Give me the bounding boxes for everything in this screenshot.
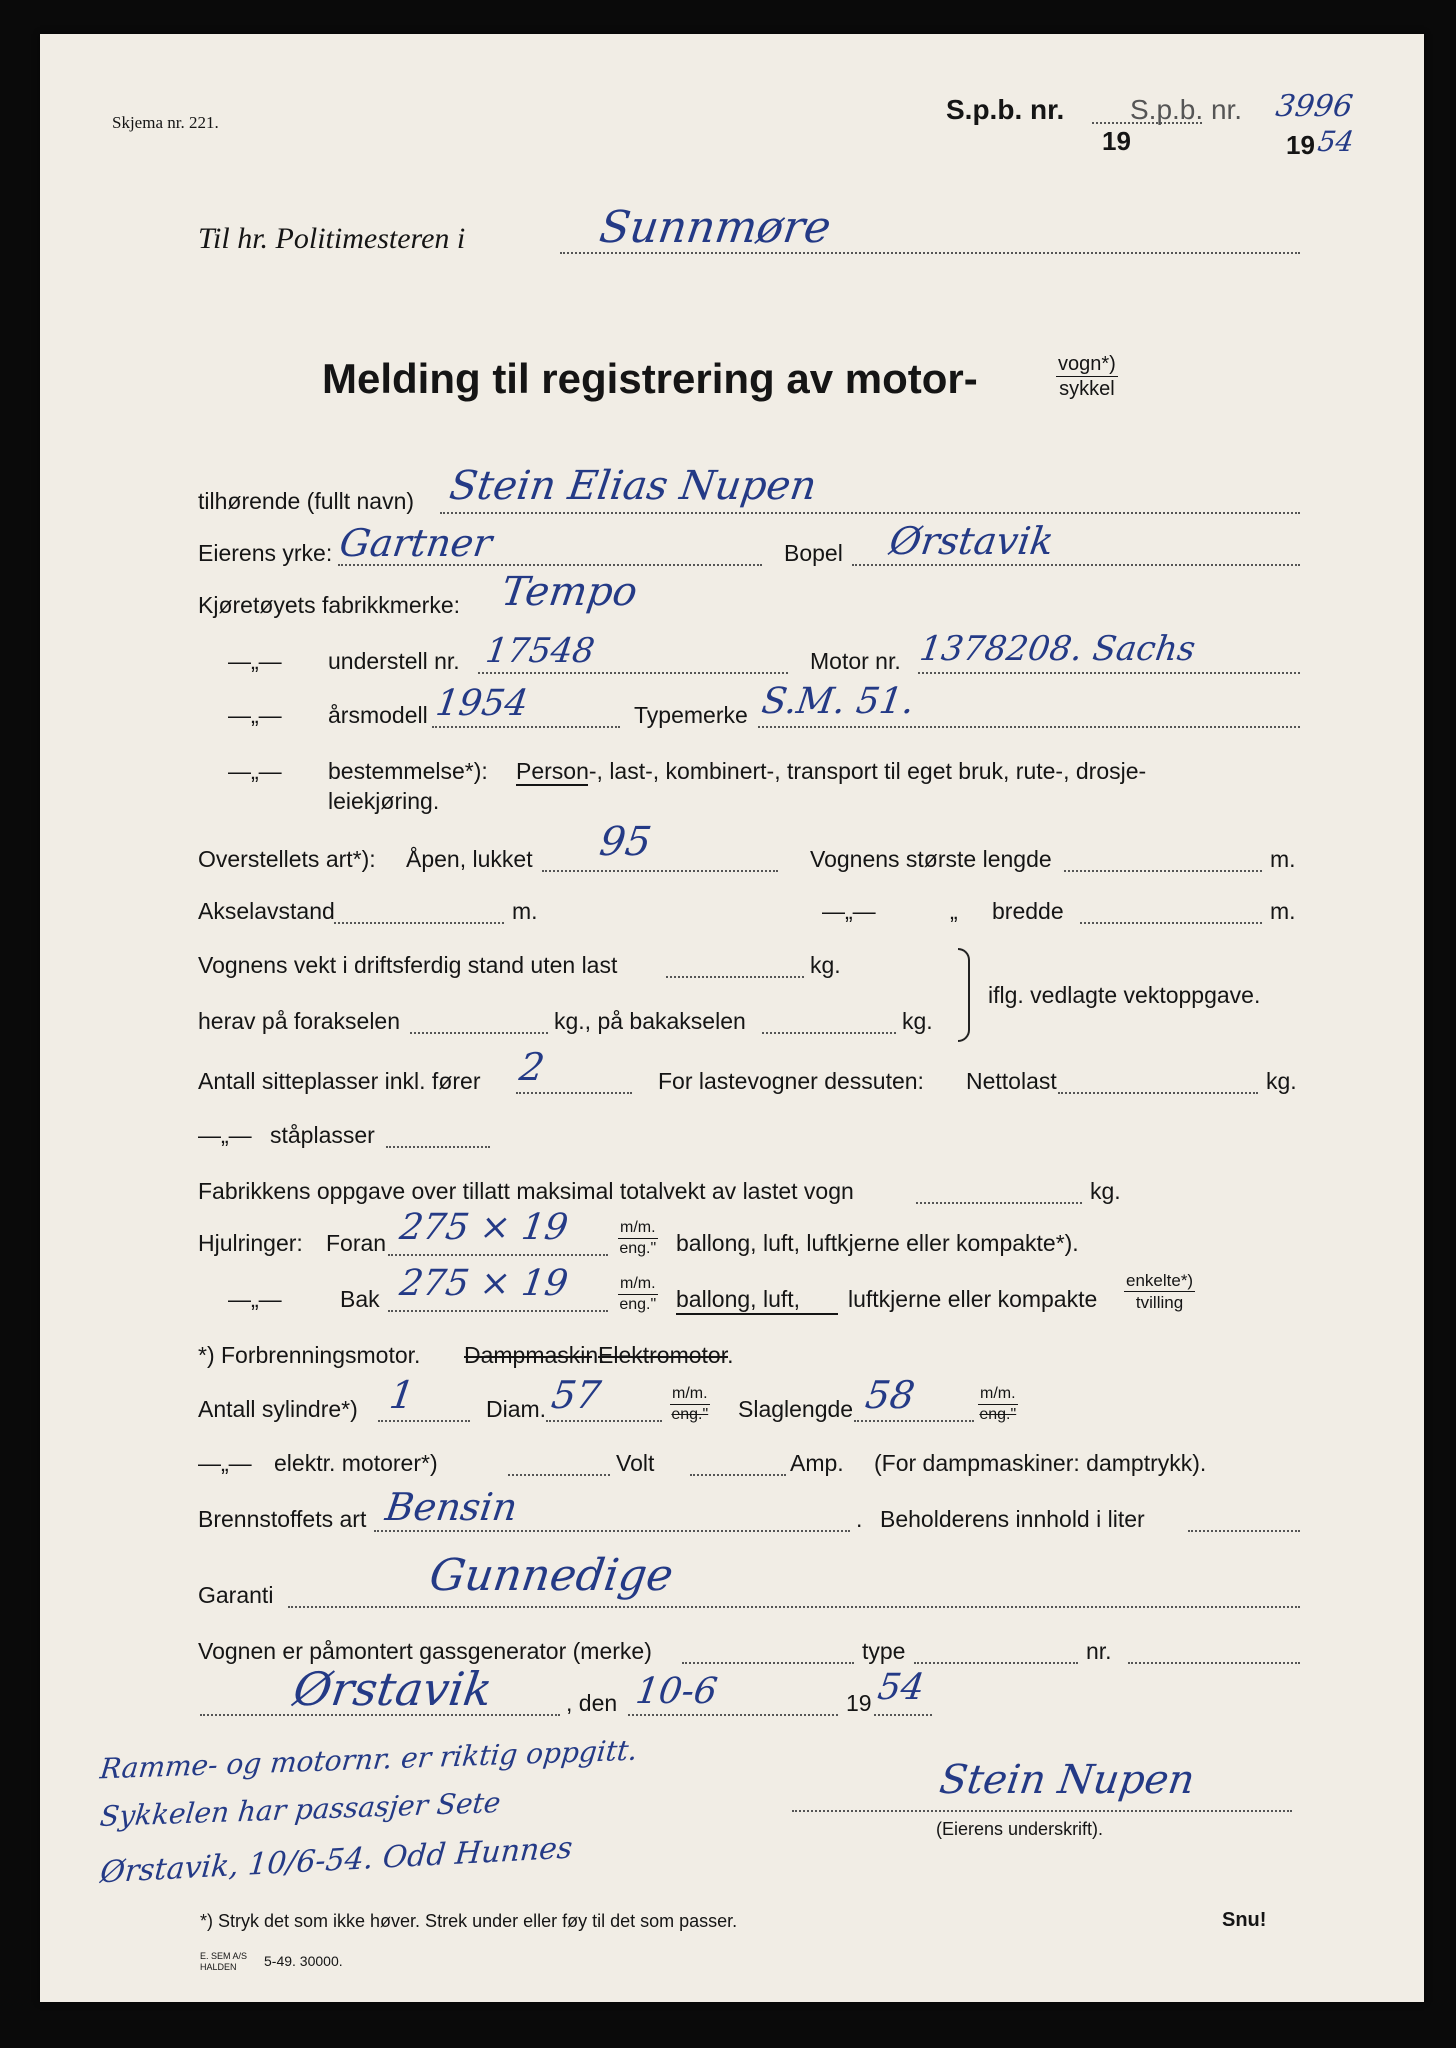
tyres-front-value: 275 × 19 [397, 1207, 571, 1248]
tyres-front-unit [618, 1220, 658, 1257]
spb-number: 3996 [1273, 89, 1355, 124]
stroke-label: Slaglengde [738, 1396, 854, 1422]
diameter-unit-top: m/m. [670, 1386, 710, 1405]
print-run: 5-49. 30000. [264, 1953, 343, 1969]
standing-label: ståplasser [270, 1122, 375, 1148]
fuel-line [374, 1530, 850, 1532]
tyres-front-options: ballong, luft, luftkjerne eller kompakte*). [676, 1230, 1079, 1256]
person-underline [516, 784, 588, 786]
ditto-chassis: —„— [228, 648, 282, 674]
owner-signature: Stein Nupen [936, 1757, 1198, 1803]
motor-label: Motor nr. [810, 648, 901, 674]
residence-line [852, 564, 1300, 566]
stroke-line [854, 1420, 974, 1422]
type-value: S.M. 51. [759, 681, 917, 722]
body-art-options: Åpen, lukket [406, 846, 533, 872]
max-weight-label: Fabrikkens oppgave over tillatt maksimal totalvekt av lastet vogn [198, 1178, 854, 1204]
fuel-value: Bensin [382, 1485, 521, 1529]
tyres-rear-unit-bottom: eng." [619, 1296, 657, 1313]
occupation-value: Gartner [336, 521, 495, 565]
cylinders-line [378, 1420, 470, 1422]
rear-axle-label: kg., på bakakselen [554, 1008, 746, 1034]
wheelbase-unit: m. [512, 898, 538, 924]
printer-name: E. SEM A/S [200, 1951, 248, 1961]
spb-stamp: S.p.b. nr. [1130, 94, 1243, 125]
gas-nr-label: nr. [1086, 1638, 1112, 1664]
place-value: Ørstavik [290, 1662, 496, 1716]
tyres-rear-frac-top: enkelte*) [1126, 1271, 1194, 1290]
steam-strike [464, 1356, 592, 1358]
electric-motors-line [508, 1474, 610, 1476]
engine-type-prefix: *) Forbrenningsmotor. [198, 1342, 421, 1368]
electric-motors-label: elektr. motorer*) [274, 1450, 438, 1476]
year-label: årsmodell [328, 702, 428, 728]
seats-line [516, 1092, 632, 1094]
amp-label: Amp. [790, 1450, 844, 1476]
type-line [758, 726, 1300, 728]
cylinders-label: Antall sylindre*) [198, 1396, 358, 1422]
form-title: Melding til registrering av motor- [322, 355, 978, 402]
chassis-value: 17548 [483, 631, 597, 671]
gas-nr-line [1128, 1662, 1300, 1664]
rear-axle-line [762, 1032, 896, 1034]
guarantee-label: Garanti [198, 1582, 274, 1608]
purpose-options: Person-, last-, kombinert-, transport til eget bruk, rute-, drosje- [516, 758, 1147, 784]
cylinders-value: 1 [386, 1373, 418, 1417]
spb-year-suffix: 54 [1315, 125, 1357, 158]
fuel-period: . [856, 1506, 863, 1532]
standing-line [386, 1146, 490, 1148]
ditto-year: —„— [228, 702, 282, 728]
length-label: Vognens største lengde [810, 846, 1052, 872]
addressee-value: Sunnmøre [596, 202, 835, 253]
tyres-front-unit-top: m/m. [618, 1220, 658, 1239]
tyres-rear-line [388, 1310, 608, 1312]
width-label: bredde [992, 898, 1064, 924]
year-line [432, 726, 620, 728]
date-label: , den [566, 1690, 618, 1716]
electric-strike [598, 1356, 728, 1358]
volt-line [690, 1474, 786, 1476]
net-load-label: Nettolast [966, 1068, 1057, 1094]
max-weight-line [916, 1202, 1082, 1204]
turn-over-label: Snu! [1222, 1909, 1267, 1931]
year-suffix: 54 [875, 1667, 927, 1708]
diameter-value: 57 [548, 1373, 604, 1417]
tyres-rear-unit-top: m/m. [618, 1276, 658, 1295]
ditto-tyres-rear: —„— [228, 1286, 282, 1312]
tyres-label: Hjulringer: [198, 1230, 303, 1256]
stroke-unit-top: m/m. [978, 1386, 1018, 1405]
tyres-rear-label: Bak [340, 1286, 380, 1312]
engine-type-electric: Elektromotor. [598, 1342, 734, 1368]
annotation-line-2: Sykkelen har passasjer Sete [98, 1785, 503, 1834]
guarantee-line [288, 1606, 1300, 1608]
engine-type-steam: Dampmaskin. [464, 1342, 605, 1368]
purpose-options-cont: leiekjøring. [328, 788, 440, 814]
form-page [40, 34, 1424, 2002]
motor-value: 1378208. Sachs [917, 629, 1198, 669]
motor-line [918, 672, 1300, 674]
gas-type-label: type [862, 1638, 906, 1664]
chassis-line [478, 672, 788, 674]
weight-line [666, 976, 804, 978]
tyres-front-unit-bottom: eng." [619, 1240, 657, 1257]
cargo-label: For lastevogner dessuten: [658, 1068, 924, 1094]
residence-label: Bopel [784, 540, 843, 566]
max-weight-unit: kg. [1090, 1178, 1121, 1204]
weight-note: iflg. vedlagte vektoppgave. [988, 982, 1261, 1008]
rear-axle-unit: kg. [902, 1008, 933, 1034]
type-label: Typemerke [634, 702, 748, 728]
spb-year-left: 19 [1102, 126, 1131, 156]
year-value: 1954 [433, 683, 531, 724]
sig-year-line [874, 1714, 932, 1716]
purpose-label: bestemmelse*): [328, 758, 488, 784]
owner-name-label: tilhørende (fullt navn) [198, 488, 415, 514]
body-art-label: Overstellets art*): [198, 846, 376, 872]
stroke-unit [978, 1386, 1018, 1423]
net-load-unit: kg. [1266, 1068, 1297, 1094]
gas-generator-line [682, 1662, 854, 1664]
tyres-rear-frac-bottom: tvilling [1135, 1293, 1184, 1312]
steam-pressure-note: (For dampmaskiner: damptrykk). [874, 1450, 1207, 1476]
diameter-line [546, 1420, 662, 1422]
title-fraction [1056, 354, 1118, 399]
make-label: Kjøretøyets fabrikkmerke: [198, 592, 460, 618]
title-frac-bottom: sykkel [1059, 378, 1115, 400]
tyres-rear-frac [1124, 1272, 1195, 1311]
tyres-front-label: Foran [326, 1230, 387, 1256]
diameter-label: Diam. [486, 1396, 547, 1422]
wheelbase-line [334, 922, 504, 924]
annotation-line-1: Ramme- og motornr. er riktig oppgitt. [98, 1733, 639, 1786]
net-load-line [1058, 1092, 1258, 1094]
diameter-unit [670, 1386, 710, 1423]
front-axle-line [410, 1032, 548, 1034]
footer-note: *) Stryk det som ikke høver. Strek under eller føy til det som passer. [200, 1911, 738, 1931]
tank-label: Beholderens innhold i liter [880, 1506, 1145, 1532]
spb-year-right: 19 [1286, 130, 1315, 160]
year-prefix: 19 [846, 1690, 872, 1716]
tyres-rear-value: 275 × 19 [397, 1263, 571, 1304]
stroke-unit-bottom: eng." [979, 1406, 1017, 1423]
make-value: Tempo [498, 569, 641, 615]
tank-line [1188, 1530, 1300, 1532]
width-unit: m. [1270, 898, 1296, 924]
gas-generator-label: Vognen er påmontert gassgenerator (merke) [198, 1638, 652, 1664]
residence-value: Ørstavik [886, 519, 1057, 563]
width-line [1080, 922, 1262, 924]
length-line [1064, 870, 1262, 872]
signature-line [792, 1810, 1292, 1812]
seats-label: Antall sitteplasser inkl. fører [198, 1068, 481, 1094]
gas-type-line [914, 1662, 1078, 1664]
front-axle-label: herav på forakselen [198, 1008, 401, 1034]
tyres-rear-unit [618, 1276, 658, 1313]
stroke-value: 58 [862, 1373, 918, 1417]
ditto-width: —„— [822, 898, 876, 924]
diameter-unit-bottom: eng." [671, 1406, 709, 1423]
ballong-luft-underline [676, 1313, 838, 1315]
ditto-standing: —„— [198, 1122, 252, 1148]
volt-label: Volt [616, 1450, 655, 1476]
tyres-front-line [388, 1254, 608, 1256]
owner-name-line [440, 512, 1300, 514]
form-number: Skjema nr. 221. [112, 113, 219, 132]
guarantee-value: Gunnedige [426, 1550, 677, 1601]
chassis-label: understell nr. [328, 648, 460, 674]
body-art-line [542, 870, 778, 872]
seats-value: 2 [516, 1045, 548, 1089]
owner-name: Stein Elias Nupen [446, 463, 820, 509]
weight-unit: kg. [810, 952, 841, 978]
fuel-label: Brennstoffets art [198, 1506, 367, 1532]
addressee-label: Til hr. Politimesteren i [198, 222, 466, 255]
title-frac-top: vogn*) [1058, 353, 1116, 375]
ditto-electric: —„— [198, 1450, 252, 1476]
occupation-label: Eierens yrke: [198, 540, 333, 566]
wheelbase-label: Akselavstand [198, 898, 335, 924]
body-art-value: 95 [596, 819, 655, 865]
date-value: 10-6 [633, 1671, 720, 1712]
printer-city: HALDEN [200, 1962, 237, 1972]
tyres-rear-options-b: luftkjerne eller kompakte [848, 1286, 1098, 1312]
date-line [628, 1714, 838, 1716]
weight-label: Vognens vekt i driftsferdig stand uten last [198, 952, 618, 978]
tyres-rear-options-a: ballong, luft, [676, 1286, 801, 1312]
signature-caption: (Eierens underskrift). [936, 1819, 1104, 1839]
weight-brace [958, 948, 970, 1042]
length-unit: m. [1270, 846, 1296, 872]
annotation-line-3: Ørstavik, 10/6-54. Odd Hunnes [98, 1830, 574, 1891]
width-quote: „ [950, 898, 958, 924]
ditto-purpose: —„— [228, 758, 282, 784]
spb-label: S.p.b. nr. [946, 94, 1065, 125]
